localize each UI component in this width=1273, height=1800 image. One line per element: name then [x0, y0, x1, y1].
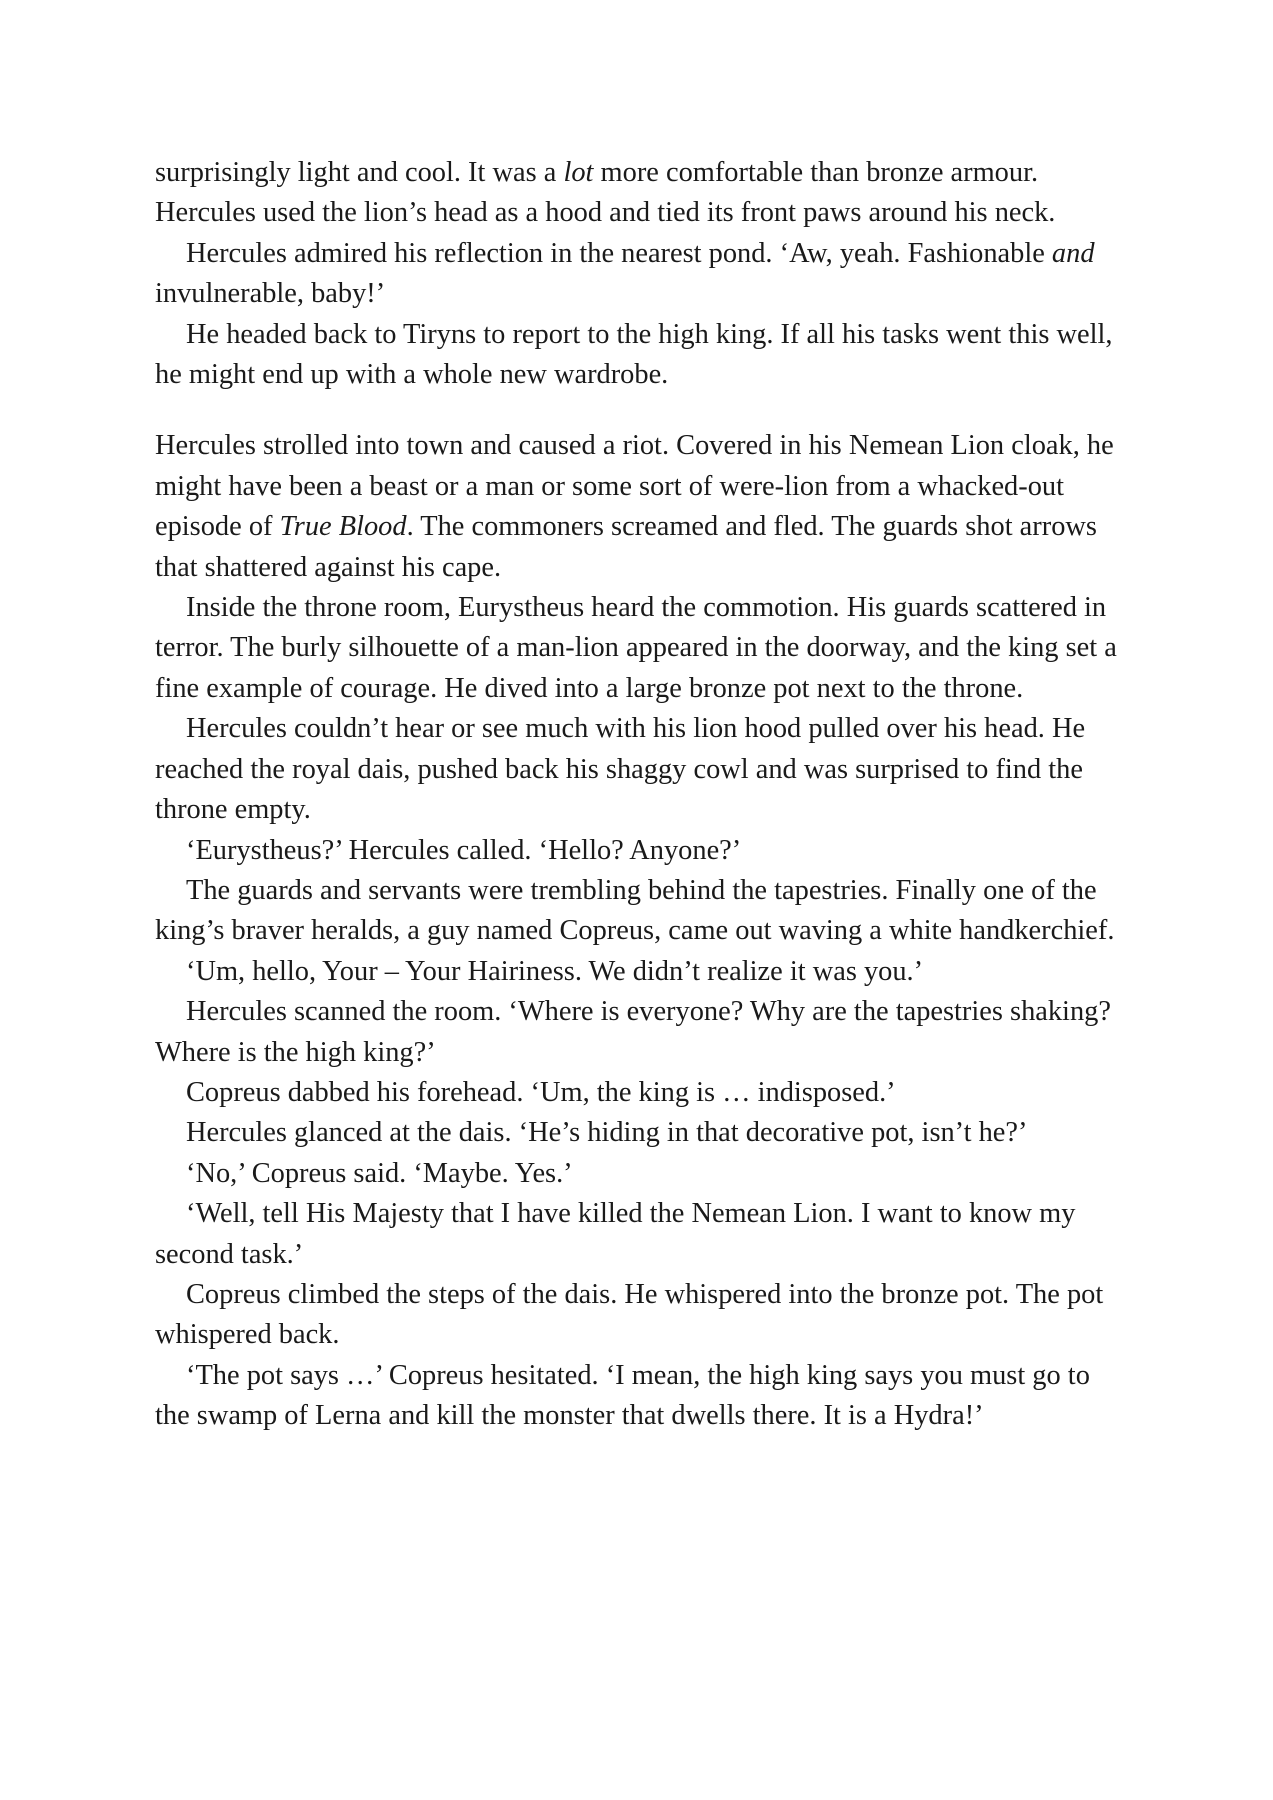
paragraph — [155, 315, 1130, 396]
section-1 — [155, 153, 1130, 395]
text-run: ‘Um, hello, Your – Your Hairiness. We didn’t realize it was you.’ — [186, 955, 924, 987]
section-2 — [155, 426, 1130, 1436]
text-run: Inside the throne room, Eurystheus heard the commotion. His guards scattered in terror. The burly silhouette of a man-lion appeared in the doorway, and the king set a fine example of courage. He dived into a large bronze pot next to the throne. — [155, 592, 1117, 704]
text-run: Hercules couldn’t hear or see much with his lion hood pulled over his head. He reached the royal dais, pushed back his shaggy cowl and was surprised to find the throne empty. — [155, 713, 1086, 826]
section-break — [155, 395, 1130, 426]
text-run: Copreus climbed the steps of the dais. He whispered into the bronze pot. The pot whispered back. — [155, 1278, 1104, 1351]
italic-text: lot — [563, 157, 594, 188]
paragraph — [155, 1113, 1130, 1153]
text-run: The guards and servants were trembling behind the tapestries. Finally one of the king’s braver heralds, a guy named Copreus, came out waving a white handkerchief. — [155, 874, 1115, 947]
text-run: surprisingly light and cool. It was a — [155, 157, 564, 188]
text-run: ‘No,’ Copreus said. ‘Maybe. Yes.’ — [186, 1157, 573, 1189]
text-run: ‘Eurystheus?’ Hercules called. ‘Hello? Anyone?’ — [186, 834, 742, 866]
text-run: ‘The pot says …’ Copreus hesitated. ‘I mean, the high king says you must go to the swamp of Lerna and kill the monster that dwells there. It is a Hydra!’ — [155, 1359, 1090, 1432]
text-run: more comfortable than bronze armour. Hercules used the lion’s head as a hood and tied its front paws around his neck. — [155, 157, 1056, 229]
paragraph — [155, 588, 1130, 709]
italic-text: and — [1051, 237, 1095, 269]
book-page — [155, 153, 1130, 1437]
text-run: Hercules scanned the room. ‘Where is everyone? Why are the tapestries shaking? Where is the high king?’ — [155, 996, 1111, 1068]
paragraph — [155, 709, 1130, 830]
text-run: Copreus dabbed his forehead. ‘Um, the king is … indisposed.’ — [186, 1076, 896, 1108]
paragraph — [155, 1194, 1130, 1275]
text-run: ‘Well, tell His Majesty that I have killed the Nemean Lion. I want to know my second task.’ — [155, 1198, 1076, 1270]
paragraph — [155, 992, 1130, 1073]
paragraph — [155, 831, 1130, 871]
paragraph — [155, 1073, 1130, 1113]
text-run: Hercules admired his reflection in the nearest pond. ‘Aw, yeah. Fashionable — [186, 237, 1052, 269]
paragraph — [155, 871, 1130, 952]
text-run: invulnerable, baby!’ — [155, 278, 386, 310]
paragraph — [155, 952, 1130, 992]
paragraph — [155, 1275, 1130, 1356]
italic-text: True Blood — [279, 511, 407, 543]
text-run: He headed back to Tiryns to report to the high king. If all his tasks went this well, he might end up with a whole new wardrobe. — [155, 318, 1113, 391]
paragraph — [155, 153, 1130, 234]
paragraph — [155, 426, 1130, 588]
text-run: Hercules strolled into town and caused a riot. Covered in his Nemean Lion cloak, he might have been a beast or a man or some sort of were-lion from a whacked-out episode of — [155, 430, 1114, 543]
paragraph — [155, 234, 1130, 315]
paragraph — [155, 1154, 1130, 1194]
text-run: . The commoners screamed and fled. The guards shot arrows that shattered against his cape. — [155, 511, 1097, 583]
text-run: Hercules glanced at the dais. ‘He’s hiding in that decorative pot, isn’t he?’ — [186, 1117, 1028, 1149]
paragraph — [155, 1356, 1130, 1437]
